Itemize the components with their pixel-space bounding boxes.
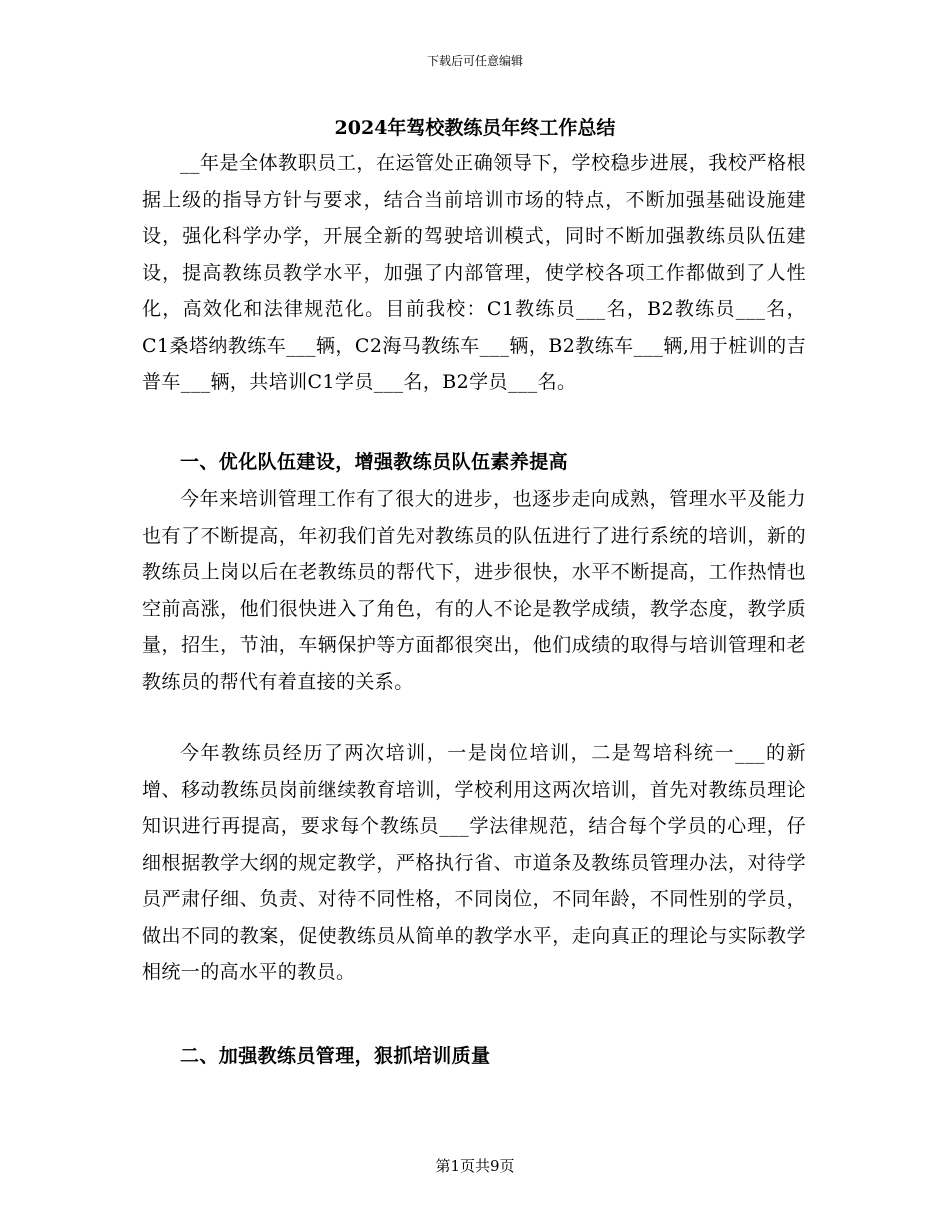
section-heading-2: 二、加强教练员管理，狠抓培训质量 [180, 1045, 491, 1067]
section-1-paragraph-2: 今年教练员经历了两次培训，一是岗位培训，二是驾培科统一___的新增、移动教练员岗前继续教育培训，学校利用这两次培训，首先对教练员理论知识进行再提高，要求每个教练员___学法律规范，结合每个学员的心理，仔细根据教学大纲的规定教学，严格执行省、市道条及教练员管理办法，对待学员严肃仔细、负责、对待不同性格，不同岗位，不同年龄，不同性别的学员，做出不同的教案，促使教练员从简单的教学水平，走向真正的理论与实际教学相统一的高水平的教员。 [142, 742, 806, 983]
document-title: 2024年驾校教练员年终工作总结 [334, 117, 616, 139]
section-1-paragraph-1: 今年来培训管理工作有了很大的进步，也逐步走向成熟，管理水平及能力也有了不断提高，年初我们首先对教练员的队伍进行了进行系统的培训，新的教练员上岗以后在老教练员的帮代下，进步很快，水平不断提高，工作热情也空前高涨，他们很快进入了角色，有的人不论是教学成绩，教学态度，教学质量，招生，节油，车辆保护等方面都很突出，他们成绩的取得与培训管理和老教练员的帮代有着直接的关系。 [142, 488, 806, 693]
page-footer: 第1页共9页 [435, 1157, 515, 1175]
header-note: 下载后可任意编辑 [426, 54, 523, 68]
section-heading-1: 一、优化队伍建设，增强教练员队伍素养提高 [180, 451, 569, 473]
intro-paragraph: __年是全体教职员工，在运管处正确领导下，学校稳步进展，我校严格根据上级的指导方针与要求，结合当前培训市场的特点，不断加强基础设施建设，强化科学办学，开展全新的驾驶培训模式，同时不断加强教练员队伍建设，提高教练员教学水平，加强了内部管理，使学校各项工作都做到了人性化，高效化和法律规范化。目前我校：C1教练员___名，B2教练员___名，C1桑塔纳教练车___辆，C2海马教练车___辆，B2教练车___辆,用于桩训的吉普车___辆，共培训C1学员___名，B2学员___名。 [142, 152, 806, 393]
